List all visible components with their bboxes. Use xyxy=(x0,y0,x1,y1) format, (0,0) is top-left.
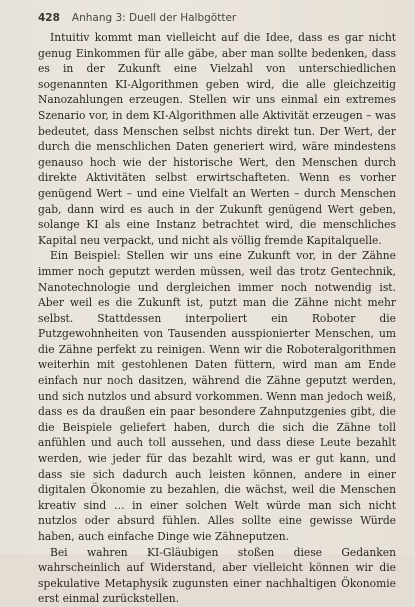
running-header xyxy=(38,12,236,30)
body-text xyxy=(38,30,396,607)
running-title: Anhang 3: Duell der Halbgötter xyxy=(71,12,237,24)
paragraph: Intuitiv kommt man vielleicht auf die Idee, dass es gar nicht genug Einkommen für alle gäbe, aber man sollte bedenken, dass es in der Zukunft eine Vielzahl von unterschiedlichen sogenannten KI-Algorithmen geben wird, die alle gleichzeitig Nanozahlungen erzeugen. Stellen wir uns einmal ein extremes Szenario vor, in dem KI-Algorithmen alle Aktivität erzeugen – was bedeutet, dass Menschen selbst nichts direkt tun. Der Wert, der durch die menschlichen Daten generiert wird, wäre mindestens genauso hoch wie der historische Wert, den Menschen durch direkte Aktivitäten selbst erwirtschafteten. Wenn es vorher genügend Wert – und eine Vielfalt an Werten – durch Menschen gab, dann wird es auch in der Zukunft genügend Wert geben, solange KI als eine Instanz betrachtet wird, die menschliches Kapital neu verpackt, und nicht als völlig fremde Kapitalquelle. xyxy=(38,31,396,247)
paragraph: Ein Beispiel: Stellen wir uns eine Zukunft vor, in der Zähne immer noch geputzt werden müssen, weil das trotz Gentechnik, Nanotechnologie und dergleichen immer noch notwendig ist. Aber weil es die Zukunft ist, putzt man die Zähne nicht mehr selbst. Stattdessen interpoliert ein Roboter die Putzgewohnheiten von Tausenden ausspionierter Menschen, um die Zähne perfekt zu reinigen. Wenn wir die Roboteralgorithmen weiterhin mit gestohlenen Daten füttern, wird man am Ende einfach nur noch dasitzen, während die Zähne geputzt werden, und sich nutzlos und absurd vorkommen. Wenn man jedoch weiß, dass es da draußen ein paar besondere Zahnputzgenies gibt, die die Beispiele geliefert haben, durch die sich die Zähne toll anfühlen und auch toll aussehen, und dass diese Leute bezahlt werden, wie jeder für das bezahlt wird, was er gut kann, und dass sie sich dadurch auch leisten können, andere in einer digitalen Ökonomie zu bezahlen, die wächst, weil die Menschen kreativ sind … in einer solchen Welt würde man sich nicht nutzlos oder absurd fühlen. Alles sollte eine gewisse Würde haben, auch einfache Dinge wie Zähneputzen. xyxy=(38,249,396,543)
page-number: 428 xyxy=(38,12,60,24)
paragraph: Bei wahren KI-Gläubigen stoßen diese Gedanken wahrscheinlich auf Widerstand, aber vielleicht können wir die spekulative Metaphysik zugunsten einer nachhaltigen Ökonomie erst einmal zurückstellen. xyxy=(38,545,396,606)
